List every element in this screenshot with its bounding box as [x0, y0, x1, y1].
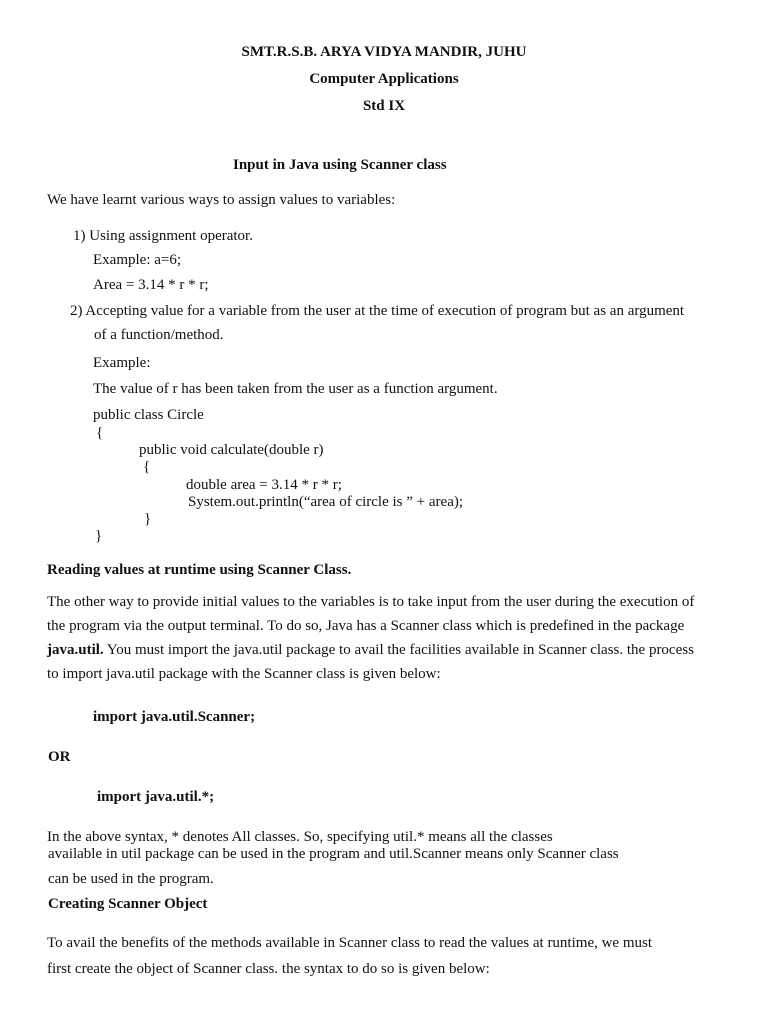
list-item-2-line-2: of a function/method.	[94, 327, 224, 343]
object-paragraph-line-2: first create the object of Scanner class. the syntax to do so is given below:	[47, 961, 490, 977]
paragraph-line-4: to import java.util package with the Scanner class is given below:	[47, 666, 441, 682]
example-2: Example:	[93, 355, 151, 371]
list-item-2-line-1: 2) Accepting value for a variable from the user at the time of execution of program but as an argument	[70, 303, 685, 319]
code-line-2: {	[96, 425, 104, 441]
syntax-note-line-1: In the above syntax, * denotes All classes. So, specifying util.* means all the classes	[47, 829, 553, 845]
import-statement-1: import java.util.Scanner;	[93, 709, 256, 725]
std-label: Std IX	[362, 98, 406, 114]
example-note: The value of r has been taken from the user as a function argument.	[93, 381, 498, 397]
or-label: OR	[48, 749, 71, 765]
section-heading-scanner: Reading values at runtime using Scanner Class.	[47, 562, 352, 578]
intro-text: We have learnt various ways to assign values to variables:	[47, 192, 396, 208]
code-line-7: }	[144, 511, 152, 527]
paragraph-line-1: The other way to provide initial values to the variables is to take input from the user during the execution of	[47, 594, 695, 610]
object-paragraph-line-1: To avail the benefits of the methods available in Scanner class to read the values at runtime, we must	[47, 935, 653, 951]
list-item-1: 1) Using assignment operator.	[73, 228, 253, 244]
paragraph-line-3	[47, 641, 694, 659]
paragraph-line-3-rest: You must import the java.util package to avail the facilities available in Scanner class. the process	[103, 642, 694, 658]
paragraph-line-2: the program via the output terminal. To do so, Java has a Scanner class which is predefined in the package	[47, 618, 685, 634]
code-line-6: System.out.println(“area of circle is ” + area);	[188, 494, 464, 510]
area-formula: Area = 3.14 * r * r;	[93, 277, 209, 293]
code-line-8: }	[95, 528, 103, 544]
syntax-note-line-3: can be used in the program.	[48, 871, 214, 887]
code-line-3: public void calculate(double r)	[139, 442, 324, 458]
document-title: Input in Java using Scanner class	[233, 157, 447, 173]
school-name: SMT.R.S.B. ARYA VIDYA MANDIR, JUHU	[241, 44, 527, 60]
package-name: java.util.	[47, 642, 104, 658]
code-line-1: public class Circle	[93, 407, 204, 423]
import-statement-2: import java.util.*;	[97, 789, 215, 805]
syntax-note-line-2: available in util package can be used in the program and util.Scanner means only Scanner class	[48, 846, 619, 862]
code-line-4: {	[143, 459, 151, 475]
section-heading-object: Creating Scanner Object	[48, 896, 208, 912]
example-1: Example: a=6;	[93, 252, 182, 268]
code-line-5: double area = 3.14 * r * r;	[186, 477, 342, 493]
subject-title: Computer Applications	[309, 71, 459, 87]
